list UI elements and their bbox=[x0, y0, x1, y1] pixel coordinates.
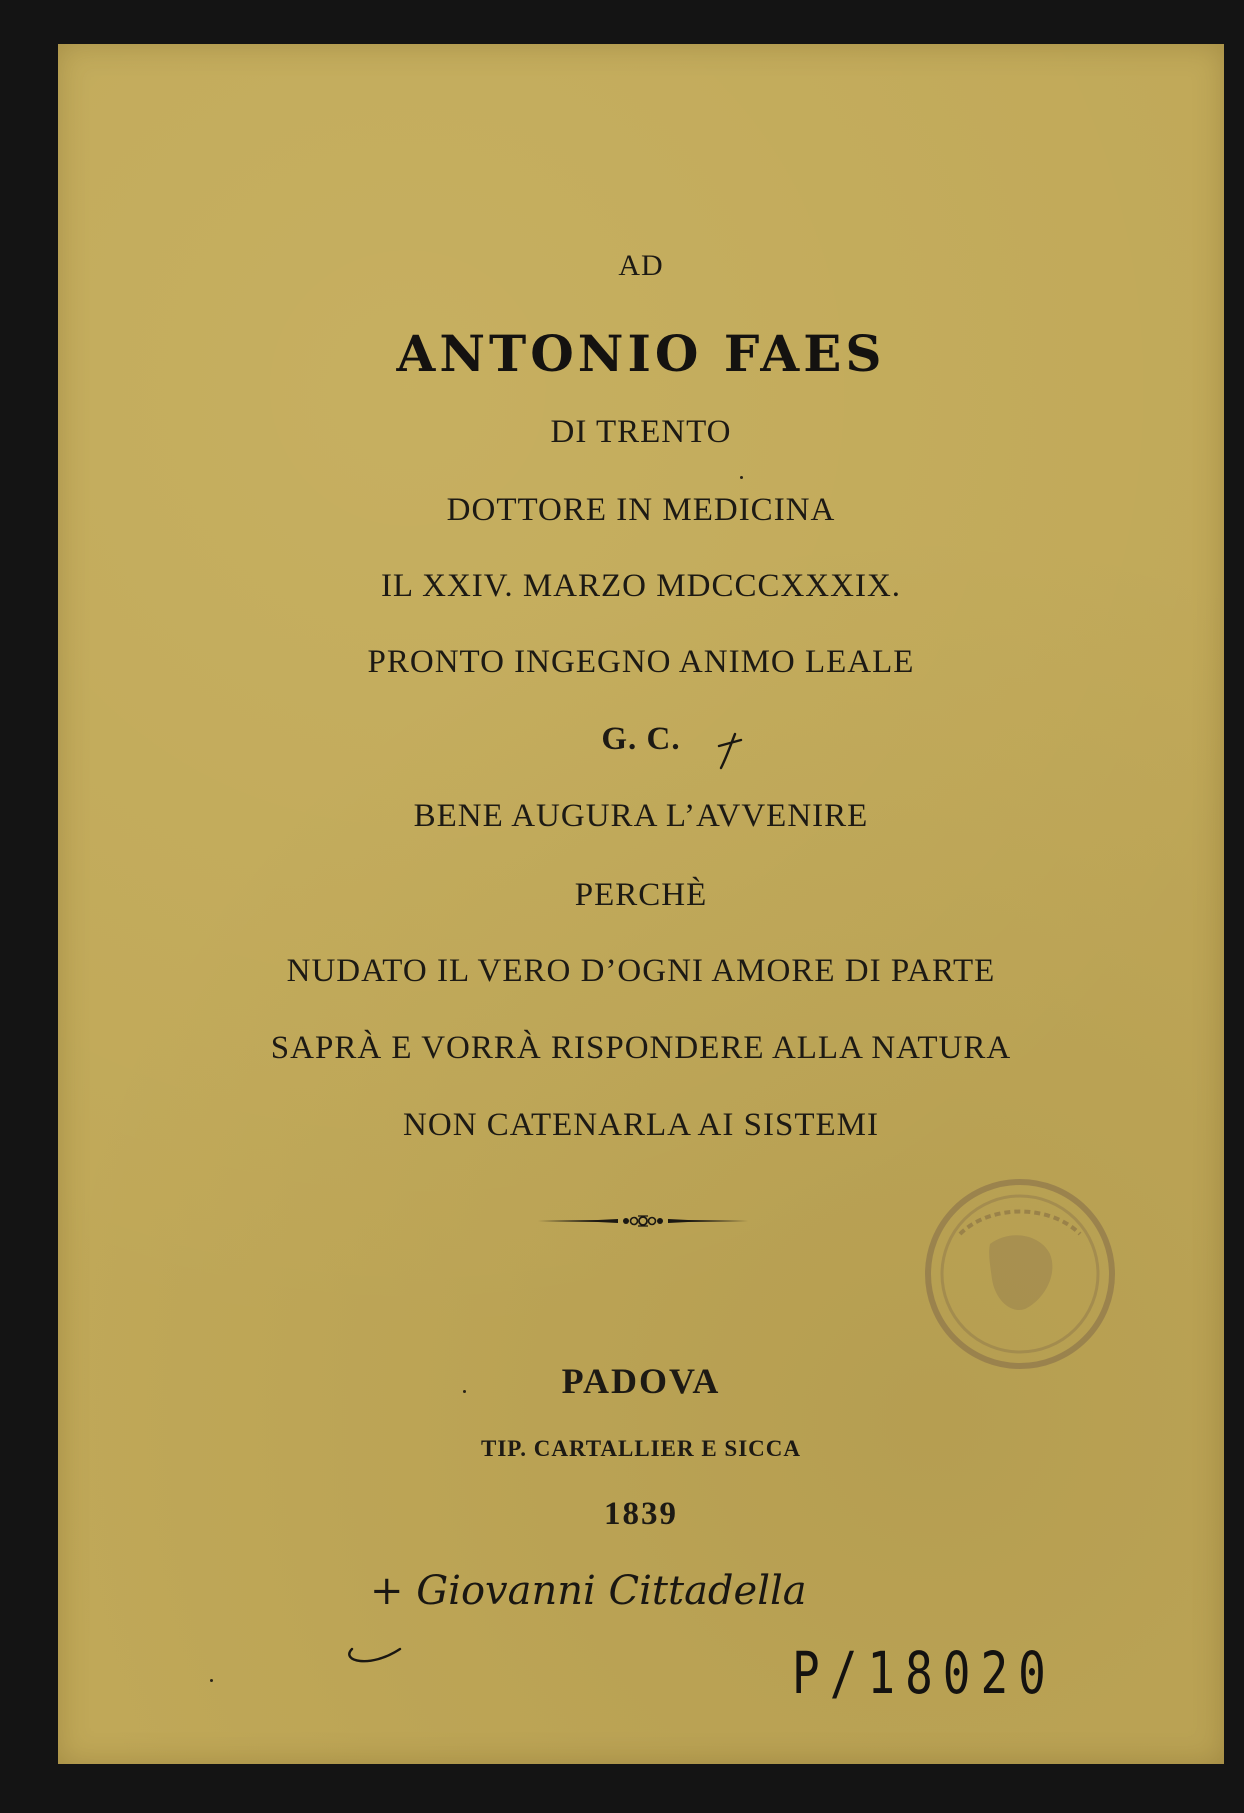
imprint-printer: TIP. CARTALLIER E SICCA bbox=[481, 1436, 801, 1461]
dedication-line-nudato: NUDATO IL VERO D’OGNI AMORE DI PARTE bbox=[286, 953, 996, 989]
handwritten-signature bbox=[330, 1549, 850, 1679]
dedication-ad: AD bbox=[618, 249, 664, 282]
imprint-city: PADOVA bbox=[561, 1361, 721, 1401]
dedication-line-non: NON CATENARLA AI SISTEMI bbox=[403, 1107, 879, 1143]
paper-speck bbox=[740, 476, 743, 479]
dedication-line-perche: PERCHÈ bbox=[574, 877, 708, 913]
ornamental-rule-divider bbox=[538, 1212, 748, 1230]
dedicatee-name: ANTONIO FAES bbox=[396, 324, 886, 383]
library-stamp-seal bbox=[920, 1174, 1120, 1374]
dedicatee-origin: DI TRENTO bbox=[550, 414, 732, 450]
document-page bbox=[58, 44, 1224, 1764]
handwritten-cross-mark bbox=[713, 730, 747, 772]
paper-speck bbox=[463, 1390, 466, 1393]
paper-speck bbox=[210, 1679, 213, 1682]
imprint-year: 1839 bbox=[604, 1496, 678, 1532]
dedication-line-bene: BENE AUGURA L’AVVENIRE bbox=[413, 798, 869, 834]
dedicatee-degree: DOTTORE IN MEDICINA bbox=[446, 492, 836, 528]
dedication-date: IL XXIV. MARZO MDCCCXXXIX. bbox=[380, 568, 902, 604]
shelfmark-number: P/18020 bbox=[792, 1639, 1056, 1707]
handwritten-signature-text: + Giovanni Cittadella bbox=[370, 1568, 807, 1614]
dedication-line-sapra: SAPRÀ E VORRÀ RISPONDERE ALLA NATURA bbox=[270, 1030, 1012, 1066]
dedication-line-pronto: PRONTO INGEGNO ANIMO LEALE bbox=[367, 644, 915, 680]
author-initials: G. C. bbox=[601, 721, 681, 757]
